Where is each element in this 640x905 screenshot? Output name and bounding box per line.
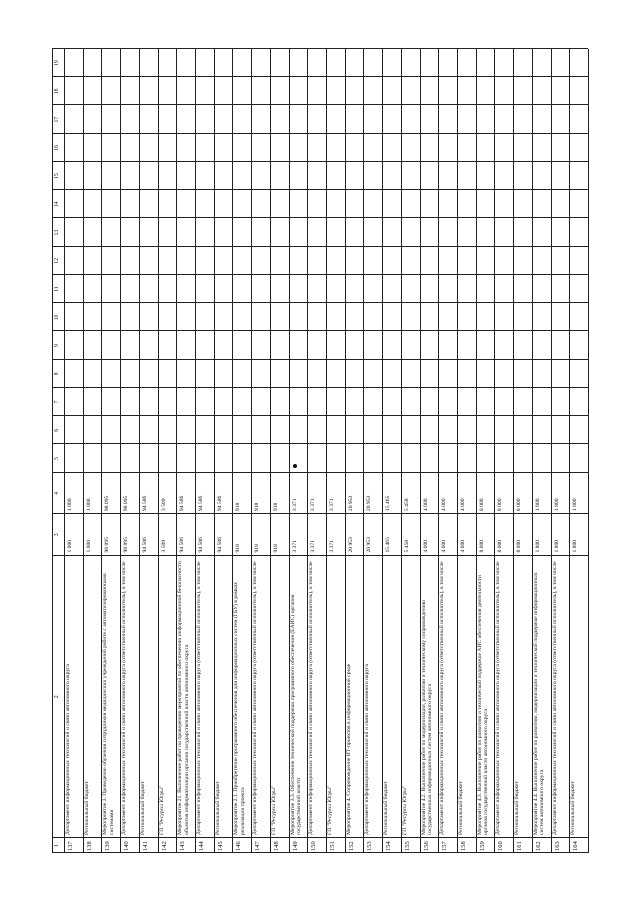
row-description: Департамент информационных технологий и связи автономного округа (ответственный исполнитель), в том числе <box>196 561 202 835</box>
column-divider <box>52 852 588 853</box>
row-description: Региональный бюджет <box>383 781 390 835</box>
row-number: 157 <box>441 841 449 851</box>
column-divider <box>52 472 588 473</box>
column-header: 18 <box>54 88 60 95</box>
row-value-total: 8 000 <box>478 539 485 553</box>
row-value-year: 1 000 <box>85 498 92 512</box>
row-description: Региональный бюджет <box>458 781 464 835</box>
row-description: Мероприятие 4. Сопровождение ИТ-проектов в информационной среде <box>345 663 352 835</box>
row-value-total: 5 458 <box>403 539 410 553</box>
column-header: 11 <box>54 286 60 292</box>
column-divider <box>52 246 588 247</box>
column-divider <box>52 274 588 275</box>
row-number: 140 <box>123 841 131 851</box>
row-value-total: 1 800 <box>572 539 579 553</box>
row-number: 146 <box>235 841 243 851</box>
row-value-total: 3 371 <box>329 539 335 553</box>
row-number: 152 <box>347 841 355 851</box>
row-value-year: 918 <box>235 502 242 512</box>
row-number: 156 <box>422 841 430 851</box>
row-value-total: 1 000 <box>67 539 73 553</box>
row-description: Мероприятие 3. Проведение обучения сотрудников медицинских учреждений работе с автоматизированными системами <box>102 573 115 835</box>
column-header: 10 <box>54 314 60 321</box>
column-header: 4 <box>54 491 60 495</box>
row-number: 153 <box>366 841 374 851</box>
row-number: 158 <box>460 841 467 851</box>
column-divider <box>52 415 588 416</box>
row-value-year: 20 953 <box>347 495 354 512</box>
row-value-year: 5 458 <box>403 498 410 512</box>
column-divider <box>52 161 588 162</box>
row-description: Департамент информационных технологий и связи автономного округа (ответственный исполнитель), в том числе <box>551 561 558 835</box>
row-description: Мероприятие 3.3. Обеспечение технической поддержки программного обеспечения (ЕАИС) органов государственной власти <box>289 594 302 835</box>
row-value-year: 8 000 <box>478 498 485 512</box>
row-description: ГП "Ресурсы Югры" <box>327 785 333 835</box>
row-value-total: 94 586 <box>179 537 186 553</box>
row-value-total: 3 509 <box>160 539 167 553</box>
column-header: 1 <box>54 844 60 847</box>
row-description: ГП "Ресурсы Югры" <box>270 785 277 835</box>
row-value-total: 1 000 <box>85 539 92 553</box>
row-description: Мероприятие 4.4. Выполнение работ по развитию, модернизации и технической поддержке информационных систем автономного округа <box>532 572 546 835</box>
row-value-total: 3 371 <box>310 539 317 553</box>
row-number: 162 <box>534 841 542 851</box>
row-value-year: 4 000 <box>460 498 466 512</box>
column-header: 7 <box>54 400 60 404</box>
column-header: 3 <box>54 533 60 537</box>
row-value-year: 4 000 <box>441 498 448 512</box>
row-value-total: 94 586 <box>141 537 148 553</box>
row-number: 138 <box>85 841 93 851</box>
row-number: 150 <box>310 841 318 851</box>
row-value-total: 20 953 <box>366 537 373 553</box>
column-header: 13 <box>54 229 60 236</box>
row-value-year: 1 000 <box>67 498 73 512</box>
row-number: 159 <box>478 841 486 851</box>
row-value-year: 94 586 <box>216 495 223 512</box>
column-header: 16 <box>54 144 60 151</box>
row-value-year: 94 586 <box>179 495 186 512</box>
row-value-total: 918 <box>254 544 261 553</box>
row-value-total: 1 800 <box>553 539 560 553</box>
column-header: 14 <box>54 201 60 208</box>
row-value-total: 94 586 <box>216 537 223 553</box>
column-header: 12 <box>54 257 60 264</box>
row-description: Региональный бюджет <box>514 781 521 835</box>
column-divider <box>52 555 588 556</box>
row-number: 144 <box>198 841 205 851</box>
column-divider <box>52 133 588 134</box>
column-divider <box>52 330 588 331</box>
row-value-year: 8 000 <box>516 498 523 512</box>
column-header: 15 <box>54 173 60 179</box>
row-description: Региональный бюджет <box>570 781 577 835</box>
row-value-year: 918 <box>254 502 261 512</box>
row-value-year: 98 095 <box>104 495 111 512</box>
row-number: 161 <box>516 841 524 851</box>
column-divider <box>52 302 588 303</box>
row-description: Департамент информационных технологий и связи автономного округа <box>65 664 71 835</box>
row-description: Мероприятие 2.1. Приобретение программного обеспечения для информационных систем (ГБУ) в рамках реализации проекта <box>233 581 246 835</box>
row-description: Мероприятие 21. Выполнение работ по проведению мероприятий по обеспечению информационной безопасности объектов информатизации органов государственной власти автономного округа <box>177 561 190 835</box>
row-description: Мероприятие 4.3. Выполнение работ по развитию и технической поддержке АИС обеспечения деятельности органов государственной власти автономного округа <box>476 575 490 835</box>
row-value-total: 1 800 <box>534 539 541 553</box>
row-description: Региональный бюджет <box>214 781 221 835</box>
row-value-year: 3 371 <box>329 498 335 512</box>
column-divider <box>52 48 588 49</box>
column-divider <box>52 189 588 190</box>
row-value-total: 918 <box>272 544 279 553</box>
row-number: 149 <box>291 841 299 851</box>
row-number: 160 <box>497 841 505 851</box>
row-value-total: 98 095 <box>123 537 130 553</box>
row-number: 145 <box>216 841 224 851</box>
row-description: Департамент информационных технологий и связи автономного округа <box>364 664 371 835</box>
row-value-total: 3 371 <box>291 539 298 553</box>
row-number: 141 <box>141 841 149 851</box>
row-description: ГП "Ресурсы Югры" <box>401 785 408 835</box>
row-divider <box>588 49 589 853</box>
column-divider <box>52 443 588 444</box>
row-value-year: 8 000 <box>497 498 504 512</box>
row-value-total: 8 000 <box>497 539 504 553</box>
row-value-year: 20 953 <box>366 495 373 512</box>
row-value-year: 3 371 <box>291 498 298 512</box>
row-value-total: 918 <box>235 544 242 553</box>
column-divider <box>52 837 588 838</box>
row-description: Департамент информационных технологий и связи автономного округа (ответственный исполнитель), в том числе <box>252 561 259 835</box>
column-divider <box>52 105 588 106</box>
row-number: 143 <box>179 841 187 851</box>
column-divider <box>52 387 588 388</box>
row-number: 148 <box>272 841 280 851</box>
row-description: Департамент информационных технологий и связи автономного округа (ответственный исполнитель), в том числе <box>439 561 446 835</box>
row-value-total: 4 000 <box>460 539 466 553</box>
column-header: 6 <box>54 428 60 432</box>
row-value-total: 4 000 <box>422 539 429 553</box>
row-value-year: 3 371 <box>310 498 317 512</box>
column-header: 9 <box>54 344 60 348</box>
row-number: 154 <box>385 841 393 851</box>
row-value-year: 15 465 <box>385 495 392 512</box>
row-number: 139 <box>104 841 112 851</box>
row-value-total: 4 000 <box>441 539 448 553</box>
column-header: 5 <box>54 457 60 460</box>
row-value-year: 918 <box>272 502 279 512</box>
row-value-year: 1 800 <box>534 498 541 512</box>
column-divider <box>52 217 588 218</box>
row-value-total: 15 465 <box>385 537 392 553</box>
column-header: 17 <box>54 116 60 123</box>
column-divider <box>52 76 588 77</box>
column-divider <box>52 359 588 360</box>
row-description: Региональный бюджет <box>83 781 90 835</box>
row-value-total: 94 586 <box>198 537 204 553</box>
row-value-year: 94 586 <box>198 495 204 512</box>
row-number: 151 <box>329 841 336 851</box>
row-number: 137 <box>67 841 74 851</box>
row-description: Региональный бюджет <box>139 781 146 835</box>
row-divider <box>52 49 53 853</box>
row-value-year: 1 800 <box>553 498 560 512</box>
budget-table <box>52 49 588 853</box>
column-header: 8 <box>54 372 60 376</box>
row-value-year: 3 509 <box>160 498 167 512</box>
row-value-total: 98 095 <box>104 537 111 553</box>
row-number: 142 <box>160 841 168 851</box>
column-header: 19 <box>54 60 60 67</box>
row-number: 163 <box>553 841 561 851</box>
row-value-total: 20 953 <box>347 537 354 553</box>
row-description: Департамент информационных технологий и связи автономного округа (ответственный исполнитель), в том числе <box>495 561 502 835</box>
row-value-year: 1 800 <box>572 498 579 512</box>
column-header: 2 <box>54 695 60 699</box>
row-value-year: 94 586 <box>141 495 148 512</box>
row-number: 155 <box>403 841 411 851</box>
row-description: Мероприятие 4.2. Выполнение работ по модернизации, развитию и техническому сопровождению государственных информационных систем автономного округа <box>420 600 433 835</box>
row-value-year: 98 095 <box>123 495 130 512</box>
column-divider <box>52 513 588 514</box>
row-number: 147 <box>254 841 262 851</box>
row-description: Департамент информационных технологий и связи автономного округа (ответственный исполнитель), в том числе <box>308 561 315 835</box>
row-description: Департамент информационных технологий и связи автономного округа (ответственный исполнитель), в том числе <box>121 561 128 835</box>
row-value-total: 8 000 <box>516 539 523 553</box>
row-number: 164 <box>572 841 580 851</box>
row-description: ГП "Ресурсы Югры" <box>158 785 165 835</box>
row-value-year: 4 000 <box>422 498 429 512</box>
